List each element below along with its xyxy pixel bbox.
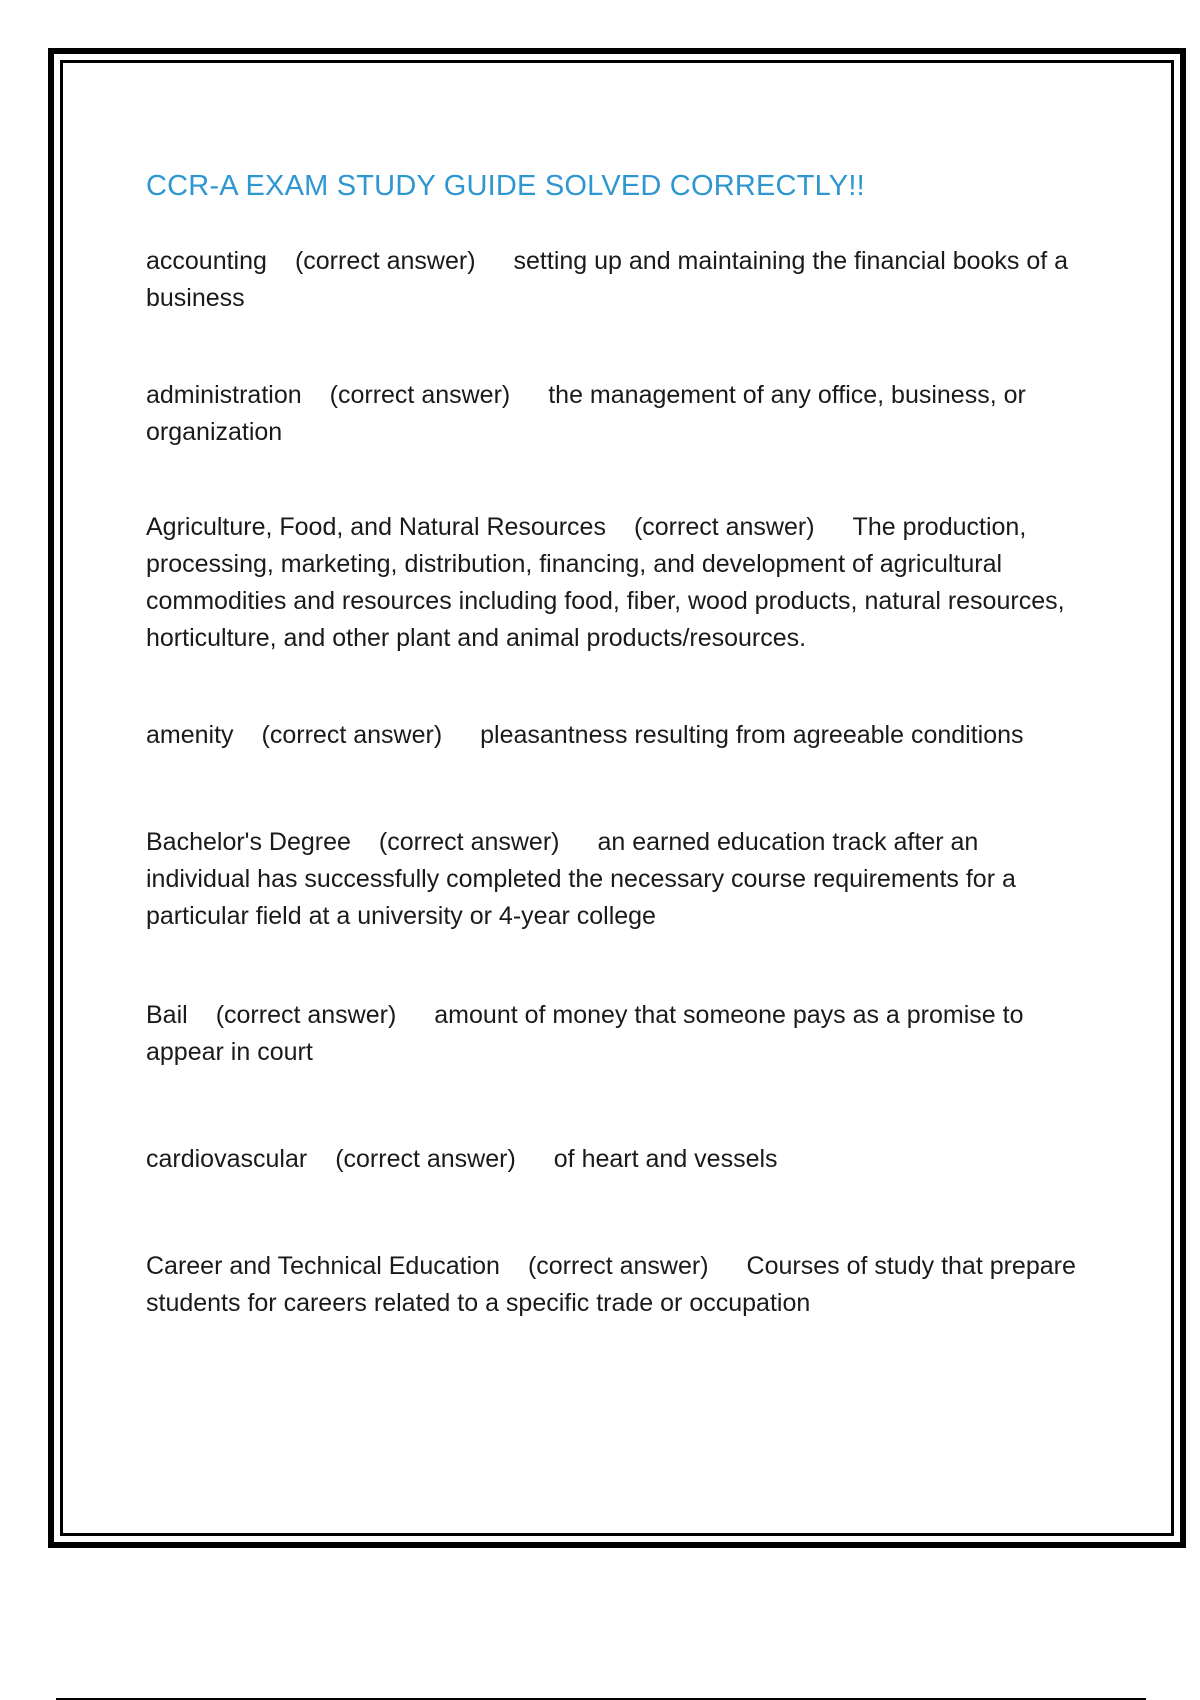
entry-marker: (correct answer) <box>294 247 476 275</box>
entry-term: Agriculture, Food, and Natural Resources <box>146 513 606 541</box>
entry-definition: amount of money that someone pays as a promise to appear in court <box>146 1001 1024 1066</box>
entry-term: Bachelor's Degree <box>146 828 351 856</box>
entry-marker: (correct answer) <box>261 721 443 749</box>
entry-definition: pleasantness resulting from agreeable conditions <box>480 721 1024 749</box>
entry-term: amenity <box>146 721 234 749</box>
entry-bachelors-degree <box>146 824 1076 935</box>
entry-marker: (correct answer) <box>378 828 560 856</box>
entry-marker: (correct answer) <box>215 1001 397 1029</box>
document-content <box>146 170 1076 1322</box>
document-title: CCR-A EXAM STUDY GUIDE SOLVED CORRECTLY!! <box>146 170 865 202</box>
entry-definition: setting up and maintaining the financial books of a business <box>146 247 1069 312</box>
entry-marker: (correct answer) <box>527 1252 709 1280</box>
entry-term: Bail <box>146 1001 188 1029</box>
entry-term: cardiovascular <box>146 1145 308 1173</box>
entry-administration <box>146 377 1076 451</box>
entry-marker: (correct answer) <box>335 1145 516 1173</box>
entry-career-technical-education <box>146 1248 1076 1322</box>
entry-definition: Courses of study that prepare students for careers related to a specific trade or occupation <box>146 1252 1076 1317</box>
entry-bail <box>146 997 1076 1071</box>
entry-term: Career and Technical Education <box>146 1252 500 1280</box>
entry-definition: The production, processing, marketing, distribution, financing, and development of agricultural commodities and resources including food, fiber, wood products, natural resources, horticulture, and other plant and animal products/resources. <box>146 513 1065 652</box>
entry-marker: (correct answer) <box>329 381 511 409</box>
entry-definition: the management of any office, business, or organization <box>146 381 1026 446</box>
entry-term: administration <box>146 381 302 409</box>
entry-agriculture <box>146 509 1076 657</box>
entry-definition: of heart and vessels <box>553 1145 778 1173</box>
entry-amenity <box>146 717 1076 754</box>
entry-accounting <box>146 243 1076 317</box>
entry-cardiovascular <box>146 1141 1076 1178</box>
entry-marker: (correct answer) <box>633 513 815 541</box>
entry-definition: an earned education track after an individual has successfully completed the necessary course requirements for a particular field at a university or 4-year college <box>146 828 1016 930</box>
entry-term: accounting <box>146 247 267 275</box>
